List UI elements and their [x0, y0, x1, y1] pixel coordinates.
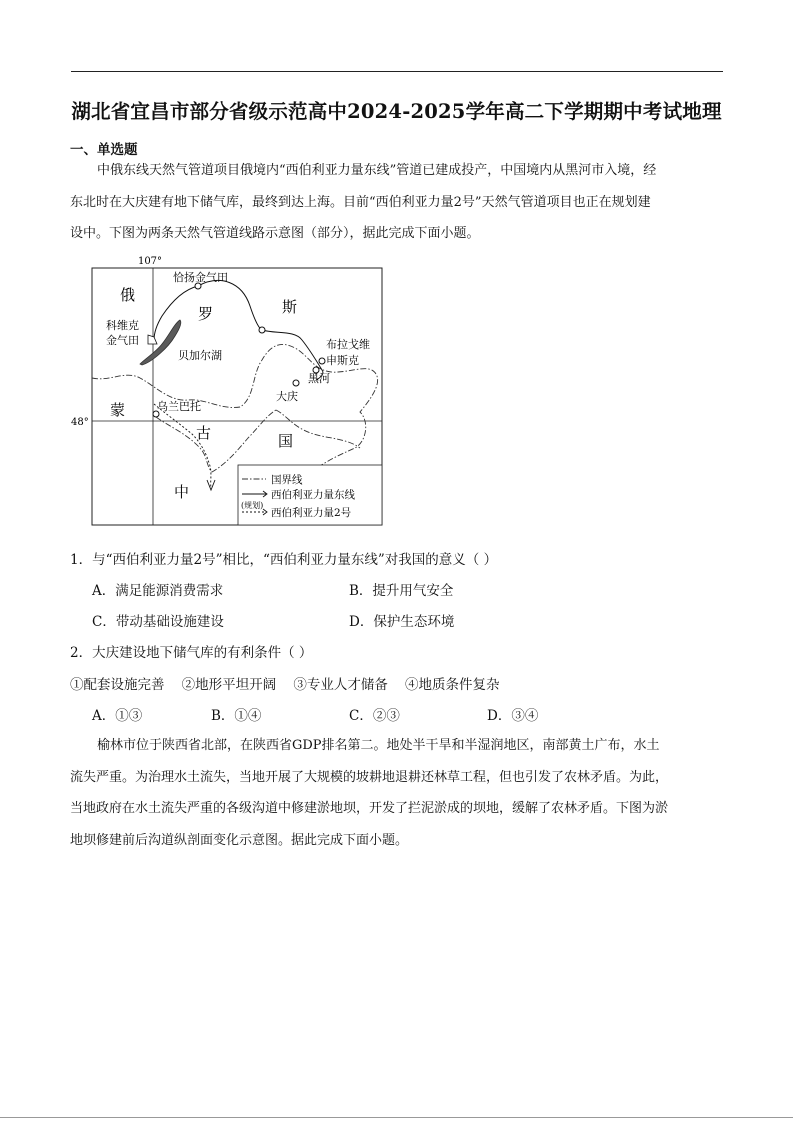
q1-option-b[interactable]: B．提升用气安全 — [349, 583, 454, 599]
station-point — [259, 327, 265, 333]
region-meng: 蒙 — [110, 401, 126, 419]
page-title: 湖北省宜昌市部分省级示范高中2024-2025学年高二下学期期中考试地理 — [71, 100, 722, 123]
q2-option-a[interactable]: A．①③ — [92, 708, 143, 724]
passage-line: 中俄东线天然气管道项目俄境内“西伯利亚力量东线”管道已建成投产，中国境内从黑河市入境，经 — [97, 163, 657, 178]
kovykta-icon — [148, 335, 157, 344]
region-zhong: 中 — [174, 483, 190, 501]
region-luo: 罗 — [198, 305, 214, 323]
lon-label: 107° — [137, 256, 163, 267]
legend-line2: 西伯利亚力量2号 — [271, 507, 352, 519]
passage-2 — [70, 730, 724, 856]
blago-point — [319, 358, 325, 364]
region-e: 俄 — [120, 286, 136, 304]
label-heihe: 黑河 — [308, 372, 330, 385]
baikal-lake — [140, 320, 181, 365]
q1-option-c[interactable]: C．带动基础设施建设 — [92, 614, 224, 630]
footer-rule — [0, 1117, 793, 1118]
legend-border: 国界线 — [271, 474, 303, 486]
line2-route — [154, 404, 211, 488]
legend-planned: (规划) — [241, 501, 264, 510]
label-baikal: 贝加尔湖 — [178, 349, 222, 362]
q2-option-c[interactable]: C．②③ — [349, 708, 400, 724]
label-blago-1: 布拉戈维 — [326, 338, 370, 351]
label-kovykta-1: 科维克 — [106, 319, 139, 332]
q2-conditions: ①配套设施完善 ②地形平坦开阔 ③专业人才储备 ④地质条件复杂 — [70, 677, 500, 693]
label-ulaanbaatar: 乌兰巴托 — [157, 400, 201, 413]
label-kovykta-2: 金气田 — [106, 334, 139, 347]
question-1-stem: 1．与“西伯利亚力量2号”相比，“西伯利亚力量东线”对我国的意义（ ） — [70, 552, 498, 568]
legend-east: 西伯利亚力量东线 — [271, 489, 355, 501]
region-gu: 古 — [196, 424, 212, 442]
q1-option-d[interactable]: D．保护生态环境 — [349, 614, 455, 630]
label-qiayang: 恰扬金气田 — [173, 271, 228, 284]
passage-line: 当地政府在水土流失严重的各级沟道中修建淤地坝，开发了拦泥淤成的坝地，缓解了农林矛盾。下图为淤 — [70, 801, 669, 816]
label-blago-2: 申斯克 — [326, 354, 359, 367]
section-heading: 一、单选题 — [70, 142, 138, 158]
passage-line: 地坝修建前后沟道纵剖面变化示意图。据此完成下面小题。 — [70, 832, 409, 848]
region-guo: 国 — [278, 432, 294, 450]
label-daqing: 大庆 — [276, 390, 298, 403]
header-rule — [71, 71, 723, 72]
passage-line: 设中。下图为两条天然气管道线路示意图（部分），据此完成下面小题。 — [70, 226, 480, 241]
lat-label: 48° — [71, 417, 89, 428]
passage-line: 东北时在大庆建有地下储气库，最终到达上海。目前“西伯利亚力量2号”天然气管道项目也正在规划建 — [70, 194, 651, 210]
pipeline-map — [70, 252, 390, 528]
q2-option-b[interactable]: B．①④ — [211, 708, 262, 724]
daqing-point — [293, 380, 299, 386]
passage-1 — [70, 155, 724, 250]
question-2-stem: 2．大庆建设地下储气库的有利条件（ ） — [70, 645, 313, 661]
passage-line: 流失严重。为治理水土流失，当地开展了大规模的坡耕地退耕还林草工程，但也引发了农林矛盾。为此， — [70, 769, 669, 785]
region-si: 斯 — [282, 298, 298, 316]
q1-option-a[interactable]: A．满足能源消费需求 — [92, 583, 224, 599]
q2-option-d[interactable]: D．③④ — [487, 708, 539, 724]
passage-line: 榆林市位于陕西省北部，在陕西省GDP排名第二。地处半干旱和半湿润地区，南部黄土广布，水土 — [97, 738, 660, 753]
